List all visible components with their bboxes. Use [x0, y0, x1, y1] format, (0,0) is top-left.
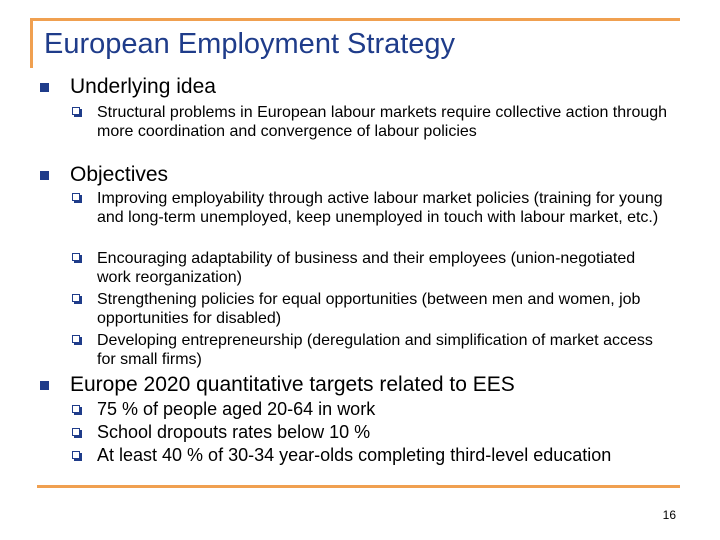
checkbox-bullet-icon: [72, 405, 80, 413]
page-number: 16: [662, 508, 676, 522]
list-item: Structural problems in European labour markets require collective action through more coordination and convergence of labour policies: [72, 103, 672, 141]
checkbox-bullet-icon: [72, 193, 80, 201]
square-bullet-icon: [40, 171, 49, 180]
checkbox-bullet-icon: [72, 451, 80, 459]
list-item: School dropouts rates below 10 %: [72, 422, 672, 443]
checkbox-bullet-icon: [72, 253, 80, 261]
list-item: At least 40 % of 30-34 year-olds completing third-level education: [72, 445, 672, 466]
square-bullet-icon: [40, 83, 49, 92]
checkbox-bullet-icon: [72, 335, 80, 343]
title-frame-top: [30, 18, 680, 21]
list-item: Encouraging adaptability of business and their employees (union-negotiated work reorganization): [72, 249, 672, 287]
square-bullet-icon: [40, 381, 49, 390]
list-item: 75 % of people aged 20-64 in work: [72, 399, 672, 420]
list-item: Strengthening policies for equal opportunities (between men and women, job opportunities for disabled): [72, 290, 672, 328]
slide-title: European Employment Strategy: [44, 28, 456, 60]
checkbox-bullet-icon: [72, 294, 80, 302]
title-frame-left: [30, 18, 33, 68]
list-item: Improving employability through active labour market policies (training for young and long-term unemployed, keep unemployed in touch with labour market, etc.): [72, 189, 672, 227]
checkbox-bullet-icon: [72, 107, 80, 115]
footer-rule: [37, 485, 680, 488]
checkbox-bullet-icon: [72, 428, 80, 436]
list-item: Developing entrepreneurship (deregulation and simplification of market access for small firms): [72, 331, 672, 369]
